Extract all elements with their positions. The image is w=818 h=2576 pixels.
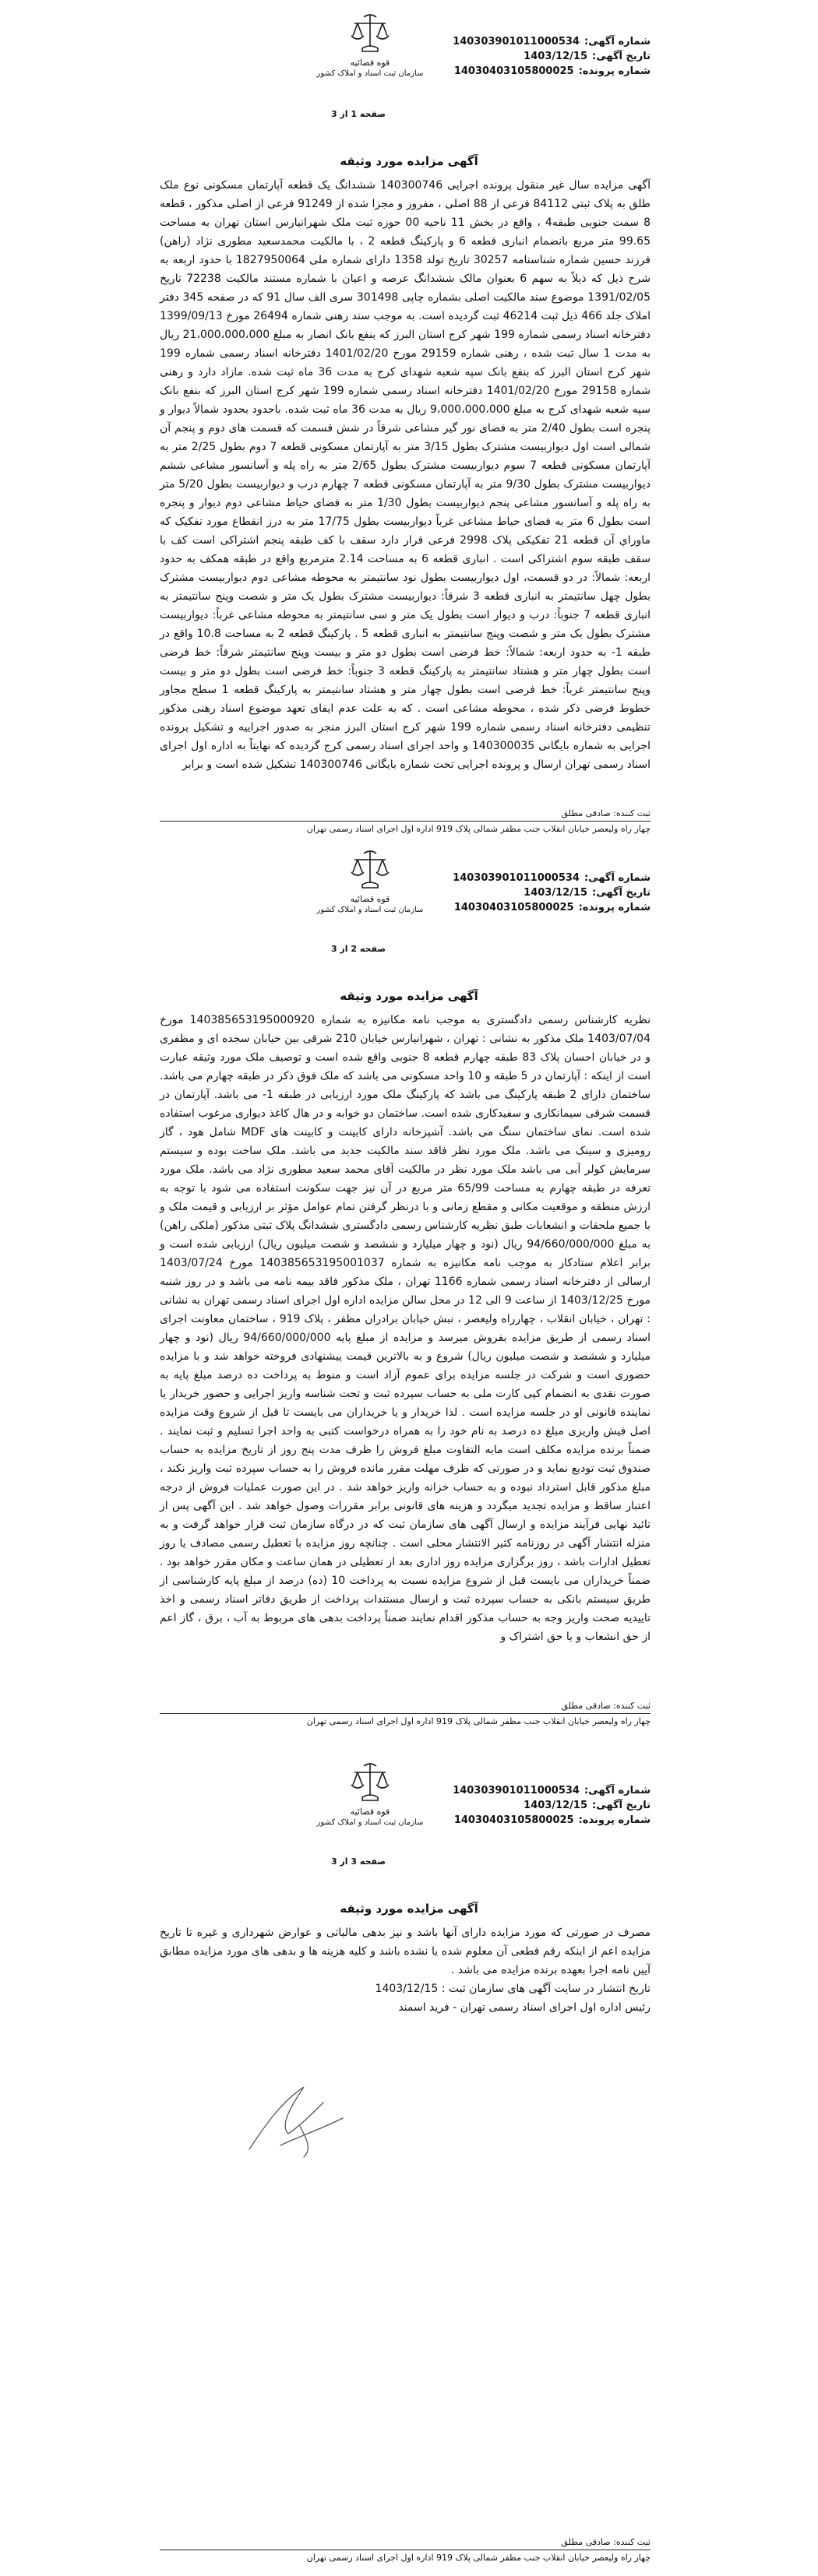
office-address: چهار راه ولیعصر خیابان انقلاب جنب مظفر شمالی پلاک 919 اداره اول اجرای اسناد رسمی تهران <box>306 824 651 834</box>
judiciary-emblem <box>308 849 432 914</box>
handwritten-signature-icon <box>234 2071 358 2165</box>
notice-meta <box>432 1783 651 1828</box>
notice-body: آگهی مزایده سال غیر منقول پرونده اجرایی 140300746 ششدانگ یک قطعه آپارتمان مسکونی نوع ملک طلق به پلاک ثبتی 84112 فرعی از 88 اصلی ، مفروز و مجزا شده از 91249 فرعی از اصلی مذکور ، قطعه 8 سمت جنوبی طبقه4 ، واقع در بخش 11 ناحیه 00 حوزه ثبت ملک شهرانیارس استان تهران به مساحت 99.65 متر مربع بانضمام انباری قطعه 6 و پارکینگ قطعه 2 ، با مالکیت محمدسعید مطوری نژاد (راهن) فرزند حسین شماره شناسنامه 30257 تاریخ تولد 1358 دارای شماره ملی 1827950064 با حدود اربعه به شرح ذیل که ذیلاً به سهم 6 بعنوان مالک ششدانگ عرصه و اعیان با شماره مستند مالکیت 72238 تاریخ 1391/02/05 موضوع سند مالکیت اصلی بشماره چاپی 301498 سری الف سال 91 که در صفحه 345 دفتر املاک جلد 466 ذیل ثبت 46214 ثبت گردیده است. به موجب سند رهنی شماره 26494 مورخ 1399/09/13 دفترخانه اسناد رسمی شماره 199 شهر کرج استان البرز که بنفع بانک انصار به مبلغ 21،000،000،000 ریال به مدت 1 سال ثبت شده ، رهنی شماره 29159 مورخ 1401/02/20 دفترخانه اسناد رسمی شماره 199 شهر کرج استان البرز که بنفع بانک سپه شعبه شهدای کرج به مدت 36 ماه ثبت شده. مازاد دارد و رهنی شماره 29158 مورخ 1401/02/20 دفترخانه اسناد رسمی شماره 199 شهر کرج استان البرز که بنفع بانک سپه شعبه شهدای کرج به مبلغ 9،000،000،000 ریال به مدت 36 ماه ثبت شده. باحدود بحدود شمالاً دیوار و پنجره است بطول 2/40 متر به فضای نور گیر مشاعی شرقاً در شش قسمت که قسمت های دوم و پنجم آن شمالی است اول دیواربیست مشترک بطول 3/15 متر به آپارتمان مسکونی قطعه 7 دوم بطول 2/25 متر به آپارتمان مسکونی قطعه 7 سوم دیواربیست مشترک بطول 2/65 متر به راه پله و آسانسور مشاعی ششم دیواربیست مشترک بطول 9/30 متر به آپارتمان مسکونی قطعه 7 چهارم درب و دیواربیست بطول 5/20 متر به راه پله و آسانسور مشاعی پنجم دیواربیست بطول 1/30 متر به فضای حیاط مشاعی دوم دیوار و پنجره است بطول 6 متر به فضای حیاط مشاعی غرباً دیواربیست بطول 17/75 متر به درز انقطاع مورد تفکیک که ماوراي آن قطعه 21 تفکیکی پلاک 2998 فرعی قرار دارد سقف با کف طبقه پنجم اشتراکی است کف با سقف طبقه سوم اشتراکی است . انباری قطعه 6 به مساحت 2.14 مترمربع واقع در طبقه همکف به حدود اربعه: شمالاً: در دو قسمت، اول دیواربیست بطول نود سانتیمتر به محوطه مشاعی دوم دیواربیست مشترک بطول چهل سانتیمتر به انباری قطعه 3 شرقاً: دیواربیست مشترک بطول یک متر و شصت وپنج سانتیمتر به انباری قطعه 7 جنوباً: درب و دیوار است بطول یک متر و سی سانتیمتر به محوطه مشاعی غرباً: دیواربیست مشترک بطول یک متر و شصت وپنج سانتیمتر به انباری قطعه 5 . پارکینگ قطعه 2 به مساحت 10.8 واقع در طبقه 1- به حدود اربعه: شمالاً: خط فرضی است بطول دو متر و بیست وپنج سانتیمتر شرقاً: خط فرضی است بطول چهار متر و هشتاد سانتیمتر به پارکینگ قطعه 3 جنوباً: خط فرضی است بطول دو متر و بیست وپنج سانتیمتر غرباً: خط فرضی است بطول چهار متر و هشتاد سانتیمتر به پارکینگ قطعه 1 سطح مجاور خطوط فرضی ذکر شده ، محوطه مشاعی است . که به علت عدم ایفای تعهد موضوع اسناد رهنی مذکور تنظیمی دفترخانه اسناد رسمی شماره 199 شهر کرج استان البرز منجر به صدور اجراییه و تشکیل پرونده اجرایی به شماره بایگانی 140300035 و واحد اجرای اسناد رسمی کرج گردیده که نهایتاً به اداره اول اجرای اسناد رسمی تهران ارسال و پرونده اجرایی تحت شماره بایگانی 140300746 تشکیل شده است و برابر <box>160 179 651 771</box>
notice-body: نظریه کارشناس رسمی دادگستری به موجب نامه مکانیزه به شماره 140385653195000920 مورخ 1403/07/04 ملک مذکور به نشانی : تهران ، شهرانیارس خیابان 210 شرقی بین خیابان سجده ای و مظفری و در خیابان احسان پلاک 83 طبقه چهارم قطعه 8 جنوبی واقع شده است و توصیف ملک مورد وثیقه عبارت است از اینکه : آپارتمان در 5 طبقه و 10 واحد مسکونی می باشد که ملک فوق ذکر در طبقه چهارم می باشد. ساختمان دارای 2 طبقه پارکینگ می باشد که پارکینگ ملک مورد ارزیابی در طبقه 1- می باشد. آپارتمان در قسمت شرقی سیمانکاری و سفیدکاری شده است. ساختمان دو خوابه و در هال کاغذ دیواری مرغوب استفاده شده است. نمای ساختمان سنگ می باشد. آشپزخانه دارای کابینت و کابینت های MDF شامل هود ، گاز رومیزی و سینک می باشد. ملک مورد نظر فاقد سند مالکیت جدید می باشد. ملک ساخت بوده و سیستم سرمایش کولر آبی می باشد ملک مورد نظر در مالکیت آقای محمد سعید مطوری نژاد می باشد. ملک مورد تعرفه در طبقه چهارم به مساحت 65/99 متر مربع در آن نیز جهت سکونت استفاده می شود با توجه به ارزش منطقه و موقعیت مکانی و مقطع زمانی و با درنظر گرفتن تمام عوامل مؤثر بر ارزیابی و قیمت ملک و با جمیع ملحقات و انشعابات طبق نظریه کارشناس رسمی دادگستری ششدانگ پلاک ثبتی مذکور (ملکی راهن) به مبلغ 94/660/000/000 ریال (نود و چهار میلیارد و ششصد و شصت میلیون ریال) ارزیابی شده است و برابر اعلام ستادکار به موجب نامه مکانیزه به شماره 140385653195001037 مورخ 1403/07/24 ارسالی از دفترخانه اسناد رسمی شماره 1166 تهران ، ملک مذکور فاقد بیمه نامه می باشد و در روز شنبه مورخ 1403/12/25 از ساعت 9 الی 12 در محل سالن مزایده اداره اول اجرای اسناد رسمی تهران به نشانی : تهران ، خیابان انقلاب ، چهارراه ولیعصر ، نبش خیابان برادران مظفر ، پلاک 919 ، ساختمان معاونت اجرای اسناد رسمی از طریق مزایده بفروش میرسد و مزایده از مبلغ پایه 94/660/000/000 ریال (نود و چهار میلیارد و ششصد و شصت میلیون ریال) شروع و به بالاترین قیمت پیشنهادی فروخته خواهد شد و با مزایده حضوری است و شرکت در جلسه مزایده برای عموم آزاد است و منوط به پرداخت ده درصد مبلغ پایه به صورت نقدی به انضمام کپی کارت ملی به حساب سپرده ثبت و تحت شناسه واریز اجرایی و حضور خریدار یا نماینده قانونی او در جلسه مزایده است . لذا خریدار و یا خریداران می بایست تا قبل از شروع وقت مزایده اصل فیش واریزی مبلغ ده درصد به نام خود را به همراه درخواست کتبی به واحد اجرا تسلیم و ثبت نمایند . ضمناً برنده مزایده مکلف است مابه التفاوت مبلغ فروش را ظرف مدت پنج روز از تاریخ مزایده به حساب صندوق ثبت تودیع نماید و در صورتی که ظرف مهلت مقرر مانده فروش را به حساب سپرده ثبت واریز نکند ، مبلغ مذکور قابل استرداد نبوده و به حساب خزانه واریز خواهد شد . در این صورت عملیات فروش از درجه اعتبار ساقط و مزایده تجدید میگردد و هزینه های قانونی برابر مقررات وصول خواهد شد . این آگهی پس از تائید نهایی فرآیند مزایده و ارسال آگهی های سازمان ثبت که در درگاه سازمان ثبت قرار خواهد گرفت و به منزله انتشار آگهی در روزنامه کثیر الانتشار محلی است . چنانچه روز مزایده با تعطیل رسمی مصادف یا روز تعطیل ادارات باشد ، روز برگزاری مزایده روز اداری بعد از تعطیلی در همان ساعت و مکان مقرر خواهد بود . ضمناً خریداران می بایست قبل از شروع مزایده نسبت به پرداخت 10 (ده) درصد از مبلغ پایه کارشناسی از طریق سیستم بانکی به حساب سپرده ثبت و ارسال مستندات پرداخت از طریق دفاتر اسناد رسمی و اخذ تاییدیه صحت واریز وجه به حساب مذکور اقدام نمایند ضمناً پرداخت بدهی های مربوط به آب ، برق ، گاز اعم از حق انشعاب و یا حق اشتراک و <box>160 1014 651 1643</box>
page-number: صفحه 2 از 3 <box>330 944 386 954</box>
signer-name: صادقی مطلق <box>561 1701 611 1711</box>
file-number-label: شماره پرونده: <box>578 1814 651 1826</box>
footer-divider <box>160 1713 651 1714</box>
signer-name: صادقی مطلق <box>561 808 611 818</box>
judiciary-emblem <box>308 1761 432 1827</box>
org-subname: سازمان ثبت اسناد و املاک کشور <box>316 906 424 914</box>
file-number-value: 14030403105800025 <box>453 65 574 77</box>
ad-date-value: 1403/12/15 <box>524 1800 588 1811</box>
org-name: قوه قضائیه <box>350 894 390 904</box>
ad-number-label: شماره آگهی: <box>584 1785 651 1797</box>
signer-label: ثبت کننده: <box>613 1701 651 1711</box>
signer-name: صادقی مطلق <box>561 2537 611 2547</box>
ad-number-value: 140303901011000534 <box>453 872 580 884</box>
footer-divider <box>160 821 651 822</box>
ad-number-value: 140303901011000534 <box>453 36 580 48</box>
notice-title: آگهی مزایده مورد وثیقه <box>340 154 478 168</box>
notice-body: مصرف در صورتی که مورد مزایده دارای آنها باشد و نیز بدهی مالیاتی و عوارض شهرداری و غیره تا تاریخ مزایده اعم از اینکه رقم قطعی آن معلوم شده یا نشده باشد و کلیه هزینه ها و بدهی های مورد مزایده مطابق آیین نامه اجرا بعهده برنده مزایده می باشد . <box>160 1927 651 1976</box>
scales-of-justice-icon <box>347 849 393 892</box>
signer-label: ثبت کننده: <box>613 2537 651 2547</box>
org-subname: سازمان ثبت اسناد و املاک کشور <box>316 69 424 78</box>
page-number: صفحه 3 از 3 <box>330 1856 386 1867</box>
notice-title: آگهی مزایده مورد وثیقه <box>340 1902 478 1916</box>
ad-number-label: شماره آگهی: <box>584 36 651 48</box>
org-subname: سازمان ثبت اسناد و املاک کشور <box>316 1818 424 1827</box>
org-name: قوه قضائیه <box>350 58 390 68</box>
scales-of-justice-icon <box>347 12 393 56</box>
org-name: قوه قضائیه <box>350 1807 390 1817</box>
notice-meta <box>432 34 651 79</box>
scales-of-justice-icon <box>347 1761 393 1805</box>
publication-date-line: تاریخ انتشار در سایت آگهی های سازمان ثبت : 1403/12/15 <box>375 1983 651 1995</box>
file-number-value: 14030403105800025 <box>453 902 574 913</box>
signer-line <box>351 1701 651 1711</box>
ad-date-value: 1403/12/15 <box>524 51 588 62</box>
ad-number-label: شماره آگهی: <box>584 872 651 884</box>
ad-date-label: تاریخ آگهی: <box>592 887 651 899</box>
office-head-line: رئیس اداره اول اجرای اسناد رسمی تهران - فرید اسمند <box>398 2001 651 2014</box>
signer-line <box>351 2537 651 2547</box>
notice-meta <box>432 871 651 915</box>
office-address: چهار راه ولیعصر خیابان انقلاب جنب مظفر شمالی پلاک 919 اداره اول اجرای اسناد رسمی تهران <box>306 1716 651 1726</box>
page-number: صفحه 1 از 3 <box>330 109 386 119</box>
file-number-label: شماره پرونده: <box>578 65 651 77</box>
ad-date-value: 1403/12/15 <box>524 887 588 899</box>
signer-label: ثبت کننده: <box>613 808 651 818</box>
signer-line <box>351 808 651 818</box>
office-address: چهار راه ولیعصر خیابان انقلاب جنب مظفر شمالی پلاک 919 اداره اول اجرای اسناد رسمی تهران <box>306 2553 651 2563</box>
file-number-label: شماره پرونده: <box>578 902 651 913</box>
notice-title: آگهی مزایده مورد وثیقه <box>340 989 478 1003</box>
ad-number-value: 140303901011000534 <box>453 1785 580 1797</box>
judiciary-emblem <box>308 12 432 78</box>
ad-date-label: تاریخ آگهی: <box>592 51 651 62</box>
ad-date-label: تاریخ آگهی: <box>592 1800 651 1811</box>
file-number-value: 14030403105800025 <box>453 1814 574 1826</box>
